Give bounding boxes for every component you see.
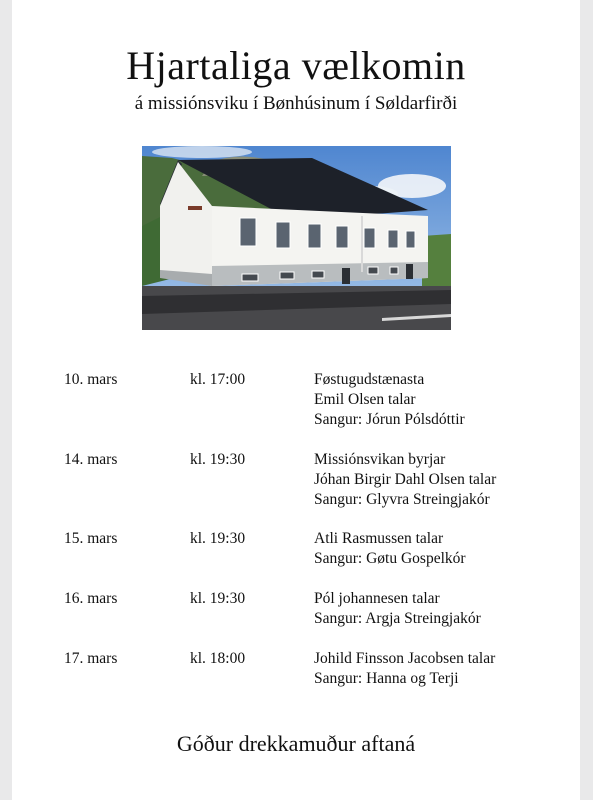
event-date: 16. mars xyxy=(64,590,118,607)
event-date: 10. mars xyxy=(64,371,118,388)
event-time: kl. 18:00 xyxy=(190,650,246,667)
event-line: Sangur: Glyvra Streingjakór xyxy=(314,491,490,508)
event-line: Emil Olsen talar xyxy=(314,391,416,408)
building-photo xyxy=(142,146,451,330)
event-line: Johild Finsson Jacobsen talar xyxy=(314,650,496,667)
event-date: 14. mars xyxy=(64,451,118,468)
event-line: Føstugudstænasta xyxy=(314,371,425,388)
event-date: 15. mars xyxy=(64,530,118,547)
event-date: 17. mars xyxy=(64,650,118,667)
event-line: Pól johannesen talar xyxy=(314,590,440,607)
event-time: kl. 19:30 xyxy=(190,530,246,547)
poster-subtitle: á missiónsviku í Bønhúsinum í Søldarfirði xyxy=(134,93,458,114)
event-line: Sangur: Gøtu Gospelkór xyxy=(314,550,466,567)
event-line: Sangur: Hanna og Terji xyxy=(314,670,459,687)
event-details xyxy=(314,529,466,569)
poster-title: Hjartaliga vælkomin xyxy=(126,43,466,88)
event-details xyxy=(314,370,465,430)
event-line: Jóhan Birgir Dahl Olsen talar xyxy=(314,471,497,488)
event-time: kl. 19:30 xyxy=(190,590,246,607)
event-details xyxy=(314,589,481,629)
poster-page xyxy=(12,0,580,800)
poster-footer: Góður drekkamuður aftaná xyxy=(176,731,416,756)
event-details xyxy=(314,450,496,510)
event-time: kl. 19:30 xyxy=(190,451,246,468)
event-line: Atli Rasmussen talar xyxy=(314,530,444,547)
event-line: Sangur: Argja Streingjakór xyxy=(314,610,481,627)
event-details xyxy=(314,649,495,689)
event-line: Missiónsvikan byrjar xyxy=(314,451,446,468)
event-line: Sangur: Jórun Pólsdóttir xyxy=(314,411,465,428)
event-time: kl. 17:00 xyxy=(190,371,246,388)
